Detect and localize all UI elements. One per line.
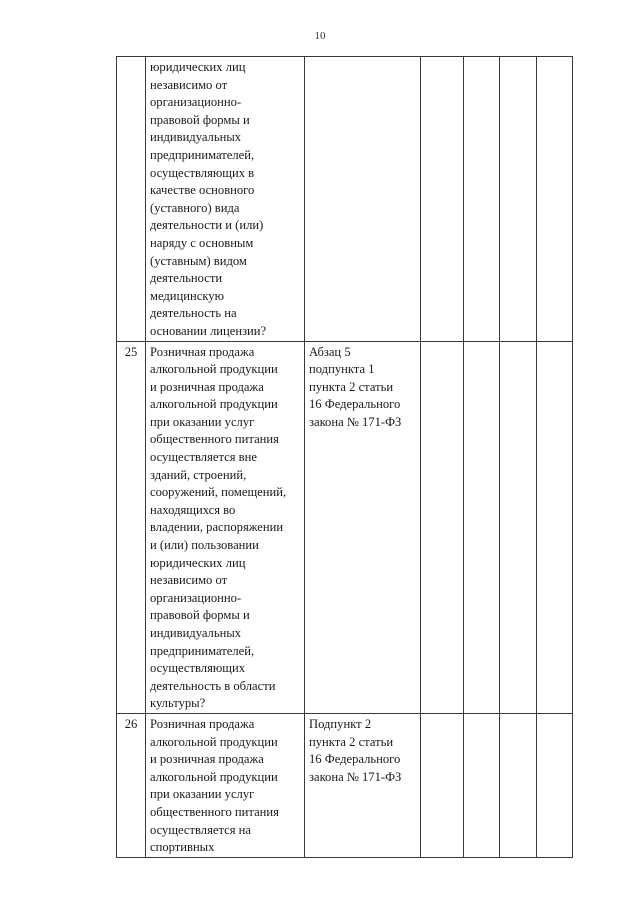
- reference-cell: Подпункт 2 пункта 2 статьи 16 Федерального закона № 171-ФЗ: [305, 713, 421, 857]
- checklist-table: [116, 56, 573, 858]
- row-number-cell: 26: [117, 713, 146, 857]
- table-row: [117, 57, 573, 342]
- row-number-cell: [117, 57, 146, 342]
- reference-cell: [305, 57, 421, 342]
- answer-no-cell: [464, 713, 500, 857]
- row-number-cell: 25: [117, 341, 146, 713]
- question-cell: юридических лиц независимо от организационно- правовой формы и индивидуальных предпринимателей, осуществляющих в качестве основного (уставного) вида деятельности и (или) наряду с основным (уставным) видом деятельности медицинскую деятельность на основании лицензии?: [146, 57, 305, 342]
- answer-no-cell: [464, 57, 500, 342]
- question-cell: Розничная продажа алкогольной продукции и розничная продажа алкогольной продукции при оказании услуг общественного питания осуществляется вне зданий, строений, сооружений, помещений, находящихся во владении, распоряжении и (или) пользовании юридических лиц независимо от организационно- правовой формы и индивидуальных предпринимателей, осуществляющих деятельность в области культуры?: [146, 341, 305, 713]
- answer-na-cell: [500, 713, 537, 857]
- page-number: 10: [314, 30, 326, 42]
- table-row: [117, 341, 573, 713]
- answer-yes-cell: [421, 341, 464, 713]
- answer-yes-cell: [421, 57, 464, 342]
- answer-yes-cell: [421, 713, 464, 857]
- answer-na-cell: [500, 341, 537, 713]
- question-cell: Розничная продажа алкогольной продукции и розничная продажа алкогольной продукции при оказании услуг общественного питания осуществляется на спортивных: [146, 713, 305, 857]
- table-row: [117, 713, 573, 857]
- note-cell: [537, 341, 573, 713]
- note-cell: [537, 713, 573, 857]
- note-cell: [537, 57, 573, 342]
- reference-cell: Абзац 5 подпункта 1 пункта 2 статьи 16 Федерального закона № 171-ФЗ: [305, 341, 421, 713]
- answer-na-cell: [500, 57, 537, 342]
- answer-no-cell: [464, 341, 500, 713]
